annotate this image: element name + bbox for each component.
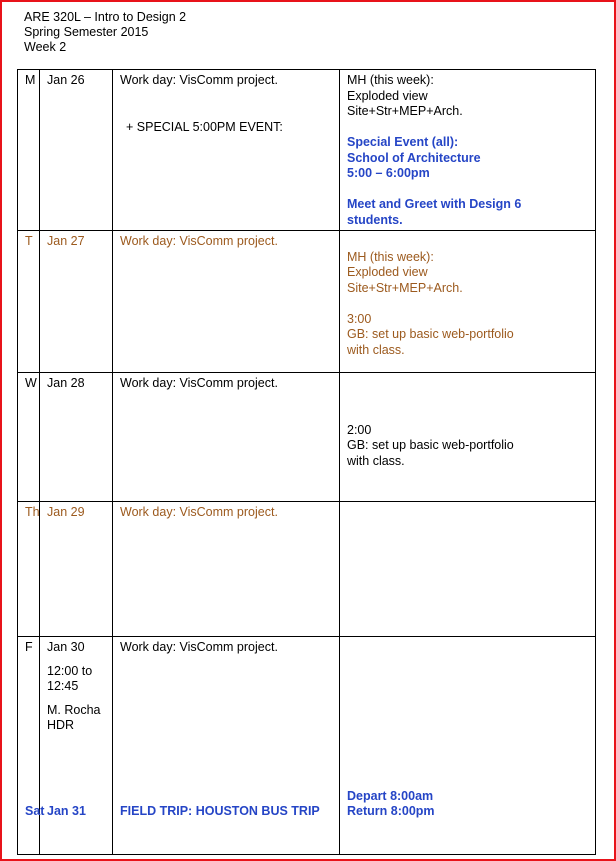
meet-greet-line: students. xyxy=(347,212,403,227)
special-event-line: 5:00 – 6:00pm xyxy=(347,166,430,180)
day-cell: M xyxy=(18,70,40,231)
activity-text: Work day: VisComm project. xyxy=(120,73,278,87)
note-line: 3:00 xyxy=(347,311,372,326)
date-cell: Jan 29 xyxy=(40,502,113,637)
activity-text: Work day: VisComm project. xyxy=(120,234,278,248)
activity-text: Work day: VisComm project. xyxy=(120,505,278,519)
trip-return: Return 8:00pm xyxy=(347,804,435,818)
trip-depart: Depart 8:00am xyxy=(347,789,434,803)
document-header xyxy=(24,10,186,55)
table-row xyxy=(18,231,596,373)
note-line: MH (this week): xyxy=(347,249,434,264)
time-line: 12:00 to xyxy=(47,663,93,678)
presenter-line: M. Rocha xyxy=(47,702,101,717)
day-cell xyxy=(18,637,45,855)
activity-cell xyxy=(113,373,340,502)
activity-cell xyxy=(113,70,340,231)
semester: Spring Semester 2015 xyxy=(24,25,149,39)
schedule-table xyxy=(17,69,596,855)
notes-cell xyxy=(340,231,596,373)
notes-cell xyxy=(340,373,596,502)
date-cell: Jan 27 xyxy=(40,231,113,373)
notes-cell xyxy=(340,502,596,637)
saturday-day-label: Sat xyxy=(25,804,45,818)
saturday-date-label: Jan 31 xyxy=(47,804,86,818)
note-line: Site+Str+MEP+Arch. xyxy=(347,280,463,295)
time-line: 12:45 xyxy=(47,679,79,693)
date-cell xyxy=(40,637,113,855)
notes-cell xyxy=(340,637,596,855)
note-line: with class. xyxy=(347,342,405,357)
table-row xyxy=(18,70,596,231)
day-cell: Th xyxy=(18,502,40,637)
day-cell: T xyxy=(18,231,40,373)
special-event-line: Special Event (all): xyxy=(347,135,459,149)
note-line: 2:00 xyxy=(347,422,372,437)
table-row xyxy=(18,637,596,855)
date-cell: Jan 28 xyxy=(40,373,113,502)
date-cell: Jan 26 xyxy=(40,70,113,231)
field-trip-label: FIELD TRIP: HOUSTON BUS TRIP xyxy=(120,804,320,818)
note-line: Site+Str+MEP+Arch. xyxy=(347,104,463,118)
day-label: F xyxy=(25,640,33,654)
note-line: Exploded view xyxy=(347,88,428,103)
note-line: GB: set up basic web-portfolio xyxy=(347,327,514,341)
meet-greet-line: Meet and Greet with Design 6 xyxy=(347,197,522,211)
week-label: Week 2 xyxy=(24,40,67,54)
activity-cell xyxy=(113,502,340,637)
course-title: ARE 320L – Intro to Design 2 xyxy=(24,10,187,24)
date-label: Jan 30 xyxy=(47,640,85,654)
table-row xyxy=(18,502,596,637)
presenter-line: HDR xyxy=(47,718,75,732)
note-line: MH (this week): xyxy=(347,73,434,87)
note-line: GB: set up basic web-portfolio xyxy=(347,438,514,452)
day-cell: W xyxy=(18,373,40,502)
activity-cell xyxy=(113,231,340,373)
special-event-label: + SPECIAL 5:00PM EVENT: xyxy=(126,119,283,134)
table-row xyxy=(18,373,596,502)
activity-text: Work day: VisComm project. xyxy=(120,376,278,390)
special-event-line: School of Architecture xyxy=(347,150,481,165)
activity-text: Work day: VisComm project. xyxy=(120,640,278,654)
activity-cell xyxy=(113,637,340,855)
note-line: with class. xyxy=(347,453,405,468)
note-line: Exploded view xyxy=(347,265,428,279)
notes-cell xyxy=(340,70,596,231)
